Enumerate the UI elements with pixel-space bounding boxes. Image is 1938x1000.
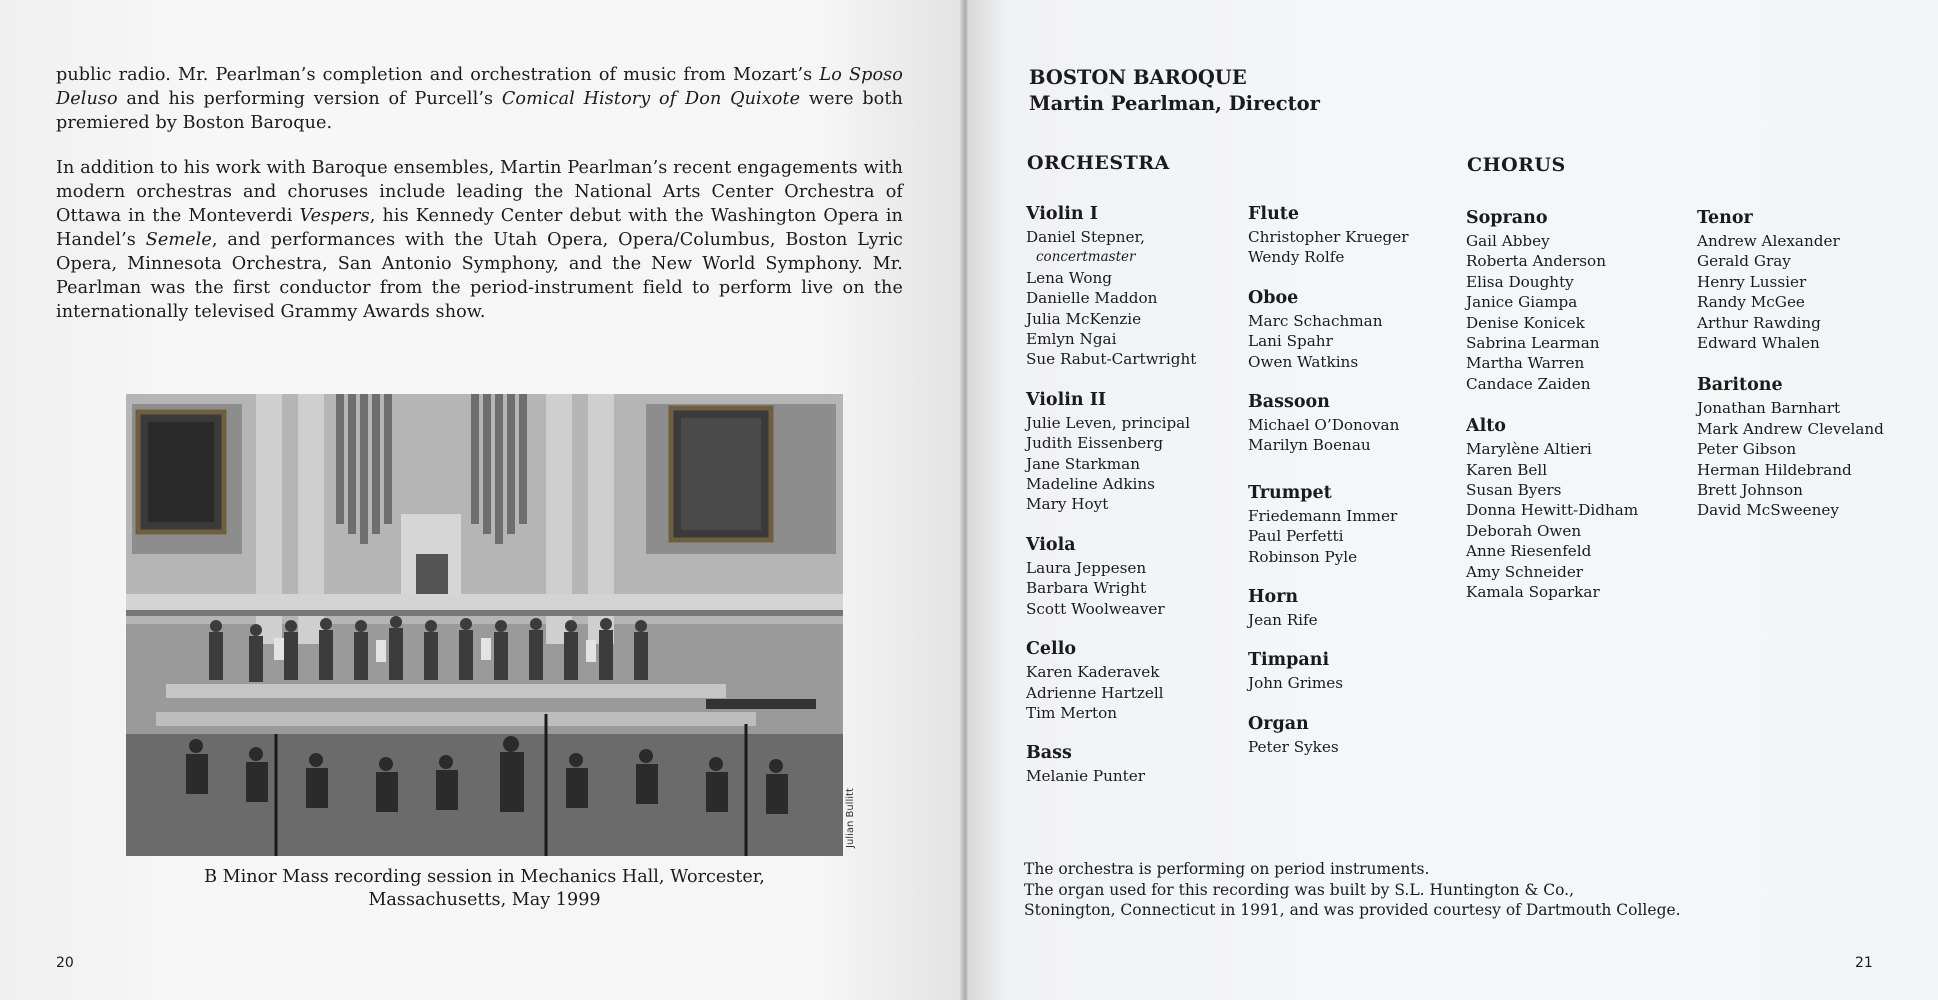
section-oboe	[1248, 286, 1409, 372]
member-name: Lena Wong	[1026, 268, 1112, 287]
member-name: Julie Leven, principal	[1026, 413, 1191, 432]
member-name: Denise Konicek	[1466, 313, 1585, 332]
photo-credit: Julian Bullitt	[845, 788, 856, 848]
member-name: Tim Merton	[1026, 703, 1118, 722]
section-tenor	[1697, 206, 1884, 353]
member-name: Martha Warren	[1466, 354, 1585, 373]
section-heading: Violin I	[1026, 204, 1098, 224]
section-cello	[1026, 637, 1196, 723]
page-number-right: 21	[1855, 955, 1873, 971]
member-name: Gail Abbey	[1466, 232, 1550, 250]
performance-notes	[1024, 859, 1681, 921]
section-bassoon	[1248, 390, 1409, 456]
member-name: Peter Sykes	[1248, 737, 1339, 756]
section-horn	[1248, 585, 1409, 630]
section-heading: Flute	[1248, 204, 1300, 224]
member-name: Anne Riesenfeld	[1466, 542, 1592, 561]
note-line-2: The organ used for this recording was built by S.L. Huntington & Co.,	[1024, 880, 1575, 899]
recording-session-photo	[126, 394, 843, 856]
section-bass	[1026, 741, 1196, 786]
member-name: Marilyn Boenau	[1248, 436, 1371, 455]
member-name: John Grimes	[1248, 674, 1344, 693]
section-heading: Oboe	[1248, 287, 1299, 308]
chorus-column-1	[1466, 206, 1638, 603]
section-heading: Bass	[1026, 743, 1072, 764]
member-name: Susan Byers	[1466, 481, 1562, 500]
member-name: Randy McGee	[1697, 293, 1805, 312]
orchestra-column-2	[1248, 202, 1409, 757]
ensemble-name: BOSTON BAROQUE	[1029, 66, 1247, 89]
left-page	[0, 0, 966, 1000]
member-name: Adrienne Hartzell	[1026, 683, 1164, 702]
member-name: Elisa Doughty	[1466, 272, 1574, 291]
section-heading: Trumpet	[1248, 482, 1332, 503]
member-name: Mark Andrew Cleveland	[1697, 419, 1884, 438]
member-name: Christopher Krueger	[1248, 228, 1409, 246]
member-name: Arthur Rawding	[1697, 313, 1821, 332]
member-name: Gerald Gray	[1697, 252, 1791, 271]
member-name: Barbara Wright	[1026, 579, 1147, 598]
section-flute	[1248, 202, 1409, 268]
member-name: Wendy Rolfe	[1248, 248, 1345, 267]
member-name: Danielle Maddon	[1026, 289, 1158, 308]
chorus-column-2	[1697, 206, 1884, 521]
section-heading: Cello	[1026, 639, 1077, 660]
member-name: Amy Schneider	[1466, 562, 1584, 581]
section-alto	[1466, 414, 1638, 602]
section-heading: Organ	[1248, 713, 1309, 734]
member-role: concertmaster	[1036, 249, 1136, 266]
note-line-3: Stonington, Connecticut in 1991, and was provided courtesy of Dartmouth College.	[1024, 901, 1681, 919]
page-number-left: 20	[56, 955, 74, 971]
member-name: Madeline Adkins	[1026, 475, 1155, 494]
director-line: Martin Pearlman, Director	[1029, 92, 1320, 115]
section-violin-i	[1026, 202, 1196, 370]
member-name: Candace Zaiden	[1466, 374, 1591, 393]
member-name: Karen Kaderavek	[1026, 663, 1160, 682]
section-violin-ii	[1026, 388, 1196, 515]
member-name: Henry Lussier	[1697, 272, 1807, 291]
member-name: Jean Rife	[1248, 611, 1318, 630]
section-heading: Bassoon	[1248, 392, 1330, 413]
member-name: Julia McKenzie	[1026, 309, 1142, 328]
member-name: Judith Eissenberg	[1026, 434, 1164, 453]
section-heading: Tenor	[1697, 208, 1753, 228]
section-organ	[1248, 712, 1409, 757]
member-name: Donna Hewitt-Didham	[1466, 501, 1639, 520]
member-name: Scott Woolweaver	[1026, 599, 1165, 618]
section-baritone	[1697, 373, 1884, 520]
member-name: Jonathan Barnhart	[1697, 399, 1841, 418]
note-line-1: The orchestra is performing on period instruments.	[1024, 860, 1430, 878]
biography-paragraph-2: In addition to his work with Baroque ensembles, Martin Pearlman’s recent engagements with modern orchestras and choruses include leading the National Arts Center Orchestra of Ottawa in the Monteverdi Vespers, his Kennedy Center debut with the Washington Opera in Handel’s Semele, and performances with the Utah Opera, Opera/Columbus, Boston Lyric Opera, Minnesota Orchestra, San Antonio Symphony, and the New World Symphony. Mr. Pearlman was the first conductor from the period-instrument field to perform live on the internationally televised Grammy Awards show.	[56, 158, 903, 322]
member-name: Michael O’Donovan	[1248, 416, 1400, 435]
section-timpani	[1248, 648, 1409, 693]
chorus-heading: CHORUS	[1467, 154, 1566, 176]
biography-paragraph-1: public radio. Mr. Pearlman’s completion and orchestration of music from Mozart’s Lo Sposo Deluso and his performing version of Purcell’s Comical History of Don Quixote were both premiered by Boston Baroque.	[56, 65, 903, 133]
member-name: Edward Whalen	[1697, 334, 1820, 353]
section-soprano	[1466, 206, 1638, 394]
orchestra-column-1	[1026, 202, 1196, 787]
member-name: Kamala Soparkar	[1466, 583, 1600, 602]
member-name: Robinson Pyle	[1248, 547, 1358, 566]
member-name: Jane Starkman	[1026, 454, 1141, 473]
caption-line-1: B Minor Mass recording session in Mechanics Hall, Worcester,	[204, 867, 765, 887]
member-name: Sue Rabut-Cartwright	[1026, 350, 1197, 369]
member-name: Marc Schachman	[1248, 311, 1383, 330]
section-heading: Viola	[1026, 534, 1076, 555]
section-heading: Alto	[1466, 416, 1506, 437]
section-heading: Timpani	[1248, 650, 1330, 671]
member-name: Andrew Alexander	[1697, 232, 1840, 250]
member-name: Deborah Owen	[1466, 521, 1582, 540]
member-name: Peter Gibson	[1697, 440, 1797, 459]
member-name: Sabrina Learman	[1466, 334, 1600, 353]
member-name: Brett Johnson	[1697, 481, 1803, 500]
section-trumpet	[1248, 481, 1409, 567]
section-heading: Baritone	[1697, 375, 1783, 396]
section-heading: Violin II	[1026, 389, 1107, 410]
member-name: David McSweeney	[1697, 501, 1840, 520]
member-name: Mary Hoyt	[1026, 495, 1109, 514]
member-name: Laura Jeppesen	[1026, 558, 1147, 577]
section-heading: Soprano	[1466, 208, 1548, 228]
member-name: Melanie Punter	[1026, 767, 1146, 786]
member-name: Friedemann Immer	[1248, 506, 1398, 525]
member-name: Daniel Stepner,	[1026, 228, 1145, 246]
member-name: Karen Bell	[1466, 460, 1548, 479]
member-name: Herman Hildebrand	[1697, 460, 1852, 479]
member-name: Emlyn Ngai	[1026, 330, 1117, 349]
section-viola	[1026, 533, 1196, 619]
member-name: Lani Spahr	[1248, 332, 1333, 351]
photo-caption	[126, 866, 843, 912]
member-name: Roberta Anderson	[1466, 252, 1606, 271]
section-heading: Horn	[1248, 587, 1299, 608]
orchestra-heading: ORCHESTRA	[1027, 152, 1170, 174]
member-name: Janice Giampa	[1466, 293, 1578, 312]
member-name: Paul Perfetti	[1248, 527, 1344, 546]
member-name: Marylène Altieri	[1466, 440, 1592, 459]
member-name: Owen Watkins	[1248, 352, 1359, 371]
caption-line-2: Massachusetts, May 1999	[368, 890, 601, 910]
